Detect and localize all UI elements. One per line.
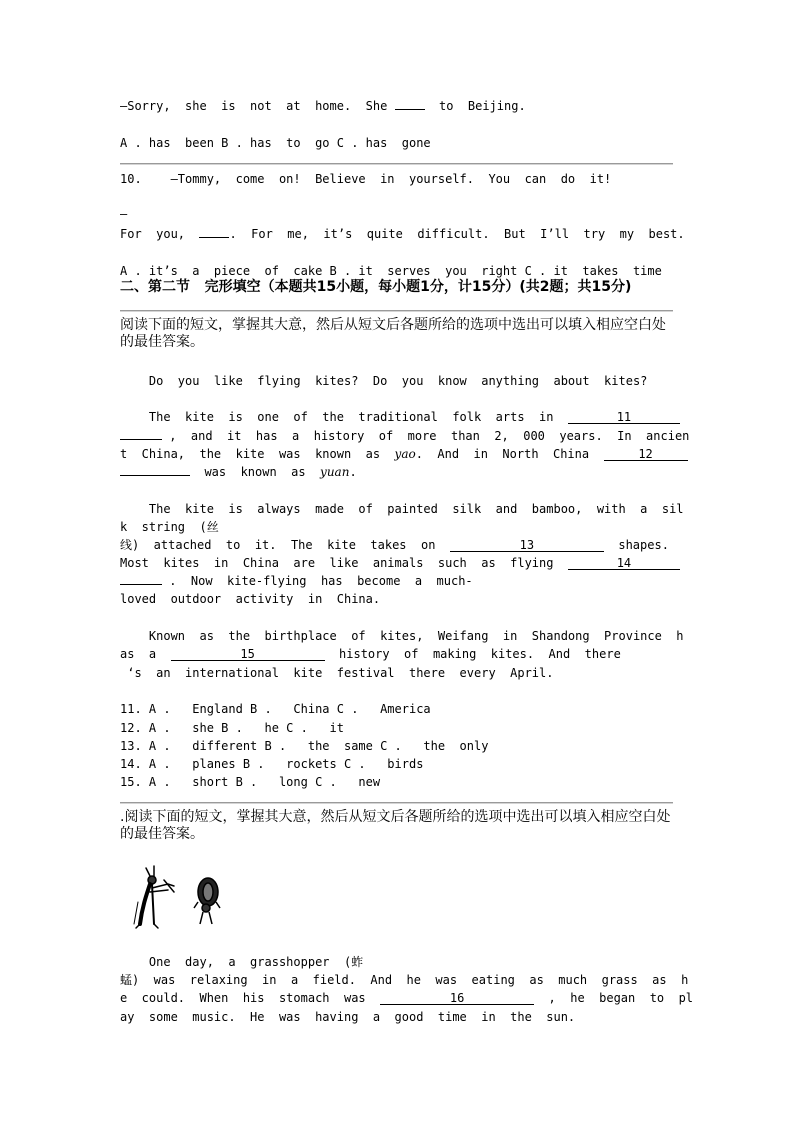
blank-15: 15 <box>171 648 325 661</box>
text: was known as <box>190 465 321 479</box>
divider <box>120 163 673 165</box>
passage2-line3 <box>120 991 694 1005</box>
word-yuan: yuan <box>320 465 350 479</box>
text: , and it has a history of more than 2, 000 years. In ancien <box>162 429 690 443</box>
blank-14-cont <box>120 584 162 585</box>
q10-dash: — <box>120 207 128 221</box>
divider <box>120 802 673 804</box>
blank-16: 16 <box>380 992 534 1005</box>
blank-12-cont <box>120 475 190 476</box>
blank-11: 11 <box>568 411 680 424</box>
q10-options: A . it’s a piece of cake B . it serves you right C . it takes time <box>120 264 662 278</box>
passage1-para3-line2: k string (丝 <box>120 520 219 534</box>
text: e could. When his stomach was <box>120 991 381 1005</box>
text: . Now kite-flying has become a much- <box>162 574 473 588</box>
passage1-para3-line1: The kite is always made of painted silk and bamboo, with a sil <box>120 502 684 516</box>
q9-stem-text-end: to Beijing. <box>424 99 526 113</box>
option-row-15: 15. A . short B . long C . new <box>120 775 381 789</box>
blank-14: 14 <box>568 557 680 570</box>
text: . <box>349 465 357 479</box>
passage1-para4-line3: ‘s an international kite festival there every April. <box>120 666 554 680</box>
q9-stem-text: —Sorry, she is not at home. She <box>120 99 395 113</box>
text: Most kites in China are like animals such as flying <box>120 556 568 570</box>
blank-11-cont <box>120 439 162 440</box>
grasshopper-ant-illustration <box>128 862 228 932</box>
option-row-13: 13. A . different B . the same C . the only <box>120 739 489 753</box>
q10-blank <box>199 237 229 238</box>
passage1-para2-line2 <box>120 429 690 443</box>
grasshopper-icon <box>134 866 174 928</box>
passage1-para2-line1 <box>120 410 673 424</box>
text: history of making kites. And there <box>324 647 621 661</box>
blank-13: 13 <box>450 539 604 552</box>
text: . And in North China <box>415 447 604 461</box>
q9-stem <box>120 99 673 113</box>
passage1-para3-line4 <box>120 556 673 570</box>
passage1-para1: Do you like flying kites? Do you know anything about kites? <box>120 374 648 388</box>
text: 线) attached to it. The kite takes on <box>120 538 450 552</box>
passage1-para3-line5 <box>120 574 673 588</box>
ant-icon <box>194 878 220 924</box>
passage1-para3-line6: loved outdoor activity in China. <box>120 592 381 606</box>
q10-line2-start: For you, <box>120 227 200 241</box>
passage2-line1: One day, a grasshopper (蚱 <box>120 955 364 969</box>
passage2-line2: 蜢) was relaxing in a field. And he was eating as much grass as h <box>120 973 689 987</box>
passage1-para4-line2 <box>120 647 673 661</box>
passage1-para2-line3 <box>120 447 673 461</box>
passage2-line4: ay some music. He was having a good time in the sun. <box>120 1010 576 1024</box>
option-row-14: 14. A . planes B . rockets C . birds <box>120 757 424 771</box>
q10-stem: 10. —Tommy, come on! Believe in yourself. You can do it! <box>120 172 612 186</box>
text: as a <box>120 647 171 661</box>
q9-blank <box>395 109 425 110</box>
option-row-11: 11. A . England B . China C . America <box>120 702 431 716</box>
passage2-instruction: .阅读下面的短文，掌握其大意，然后从短文后各题所给的选项中选出可以填入相应空白处的最佳答案。 <box>120 809 671 842</box>
text: t China, the kite was known as <box>120 447 395 461</box>
q9-options: A . has been B . has to go C . has gone <box>120 136 431 150</box>
divider <box>120 310 673 312</box>
q10-line2 <box>120 227 685 241</box>
section-heading: 二、第二节 完形填空（本题共15小题，每小题1分，计15分）(共2题；共15分) <box>120 279 632 295</box>
q10-line2-end: . For me, it’s quite difficult. But I’ll try my best. <box>229 227 685 241</box>
option-row-12: 12. A . she B . he C . it <box>120 721 344 735</box>
text: The kite is one of the traditional folk arts in <box>120 410 568 424</box>
text: , he began to pl <box>534 991 694 1005</box>
passage1-para3-line3 <box>120 538 673 552</box>
passage1-instruction: 阅读下面的短文，掌握其大意，然后从短文后各题所给的选项中选出可以填入相应空白处的最佳答案。 <box>120 317 666 350</box>
blank-12: 12 <box>604 448 688 461</box>
passage1-para2-line4 <box>120 465 673 479</box>
passage1-para4-line1: Known as the birthplace of kites, Weifang in Shandong Province h <box>120 629 684 643</box>
text: shapes. <box>603 538 669 552</box>
word-yao: yao <box>394 447 416 461</box>
